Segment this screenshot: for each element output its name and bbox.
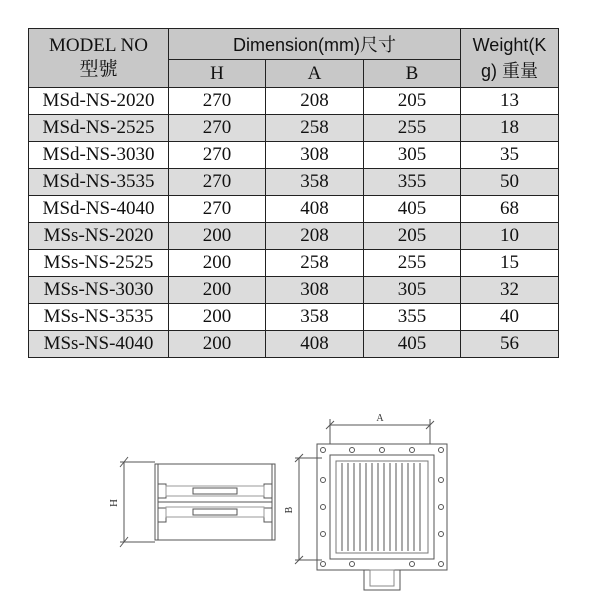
- cell-model: MSs-NS-3030: [29, 277, 169, 304]
- cell-b: 255: [364, 115, 461, 142]
- cell-b: 305: [364, 277, 461, 304]
- cell-weight: 15: [461, 250, 559, 277]
- cell-h: 200: [169, 277, 266, 304]
- cell-h: 270: [169, 169, 266, 196]
- cell-a: 358: [266, 169, 364, 196]
- model-header-en: MODEL NO: [48, 35, 149, 56]
- dimension-header: Dimension(mm)尺寸: [169, 29, 461, 60]
- cell-model: MSs-NS-4040: [29, 331, 169, 358]
- cell-model: MSd-NS-2525: [29, 115, 169, 142]
- cell-weight: 10: [461, 223, 559, 250]
- col-h-header: H: [169, 60, 266, 88]
- cell-weight: 13: [461, 88, 559, 115]
- cell-b: 305: [364, 142, 461, 169]
- cell-model: MSd-NS-2020: [29, 88, 169, 115]
- cell-weight: 32: [461, 277, 559, 304]
- cell-b: 355: [364, 169, 461, 196]
- cell-a: 208: [266, 223, 364, 250]
- cell-b: 355: [364, 304, 461, 331]
- col-b-header: B: [364, 60, 461, 88]
- label-b: B: [284, 506, 295, 514]
- cell-weight: 40: [461, 304, 559, 331]
- cell-weight: 56: [461, 331, 559, 358]
- cell-b: 205: [364, 223, 461, 250]
- cell-a: 308: [266, 142, 364, 169]
- cell-h: 200: [169, 304, 266, 331]
- label-h: H: [108, 499, 120, 507]
- cell-h: 270: [169, 115, 266, 142]
- cell-a: 408: [266, 331, 364, 358]
- cell-model: MSs-NS-2020: [29, 223, 169, 250]
- cell-h: 270: [169, 88, 266, 115]
- cell-a: 258: [266, 115, 364, 142]
- cell-h: 200: [169, 331, 266, 358]
- cell-h: 200: [169, 223, 266, 250]
- cell-weight: 35: [461, 142, 559, 169]
- cell-weight: 18: [461, 115, 559, 142]
- cell-weight: 50: [461, 169, 559, 196]
- weight-header-line1: Weight(K: [472, 35, 547, 55]
- cell-h: 270: [169, 142, 266, 169]
- cell-a: 358: [266, 304, 364, 331]
- cell-b: 405: [364, 331, 461, 358]
- cell-model: MSs-NS-2525: [29, 250, 169, 277]
- cell-b: 405: [364, 196, 461, 223]
- front-view-drawing: [295, 419, 447, 590]
- cell-model: MSd-NS-3030: [29, 142, 169, 169]
- cell-model: MSs-NS-3535: [29, 304, 169, 331]
- cell-a: 208: [266, 88, 364, 115]
- cell-a: 308: [266, 277, 364, 304]
- cell-model: MSd-NS-3535: [29, 169, 169, 196]
- col-a-header: A: [266, 60, 364, 88]
- side-view-drawing: [120, 457, 275, 547]
- model-header-zh: 型號: [79, 59, 118, 80]
- cell-b: 255: [364, 250, 461, 277]
- cell-weight: 68: [461, 196, 559, 223]
- cell-model: MSd-NS-4040: [29, 196, 169, 223]
- cell-a: 408: [266, 196, 364, 223]
- cell-b: 205: [364, 88, 461, 115]
- cell-h: 270: [169, 196, 266, 223]
- label-a: A: [376, 413, 384, 424]
- cell-a: 258: [266, 250, 364, 277]
- cell-h: 200: [169, 250, 266, 277]
- weight-header-line2: g) 重量: [480, 61, 538, 81]
